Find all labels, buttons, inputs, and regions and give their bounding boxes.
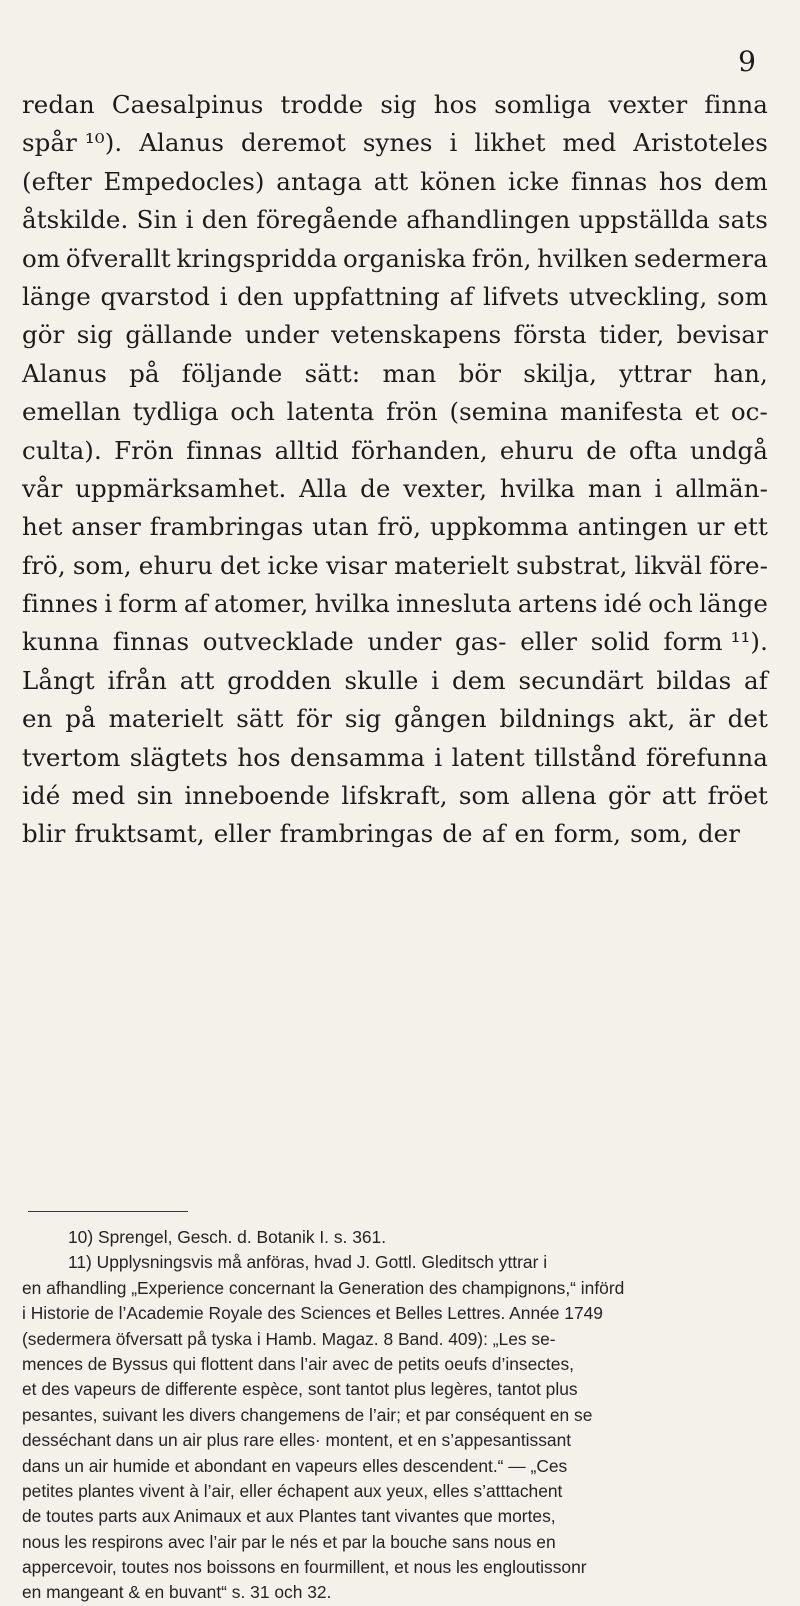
body-word: vår <box>22 473 63 503</box>
footnote-11-line: mences de Byssus qui flottent dans l’air avec de petits oeufs d’insectes, <box>22 1353 574 1374</box>
body-word: hos <box>237 742 281 772</box>
body-word: i <box>431 665 440 695</box>
body-word: likhet <box>474 128 546 158</box>
body-word: man <box>587 473 642 503</box>
footnote-11-line: et des vapeurs de differente espèce, sont tantot plus legères, tantot plus <box>22 1379 578 1400</box>
body-word: Sin <box>136 205 178 235</box>
body-word: Caesalpinus <box>111 90 264 119</box>
footnote-11-line: de toutes parts aux Animaux et aux Plantes tant vivantes que mortes, <box>22 1506 556 1527</box>
body-word: outvecklade <box>202 627 354 657</box>
body-word: solid <box>590 627 650 657</box>
body-line <box>22 623 768 661</box>
body-word: allena <box>520 781 597 811</box>
body-word: lifvets <box>483 281 560 311</box>
body-word: hos <box>433 90 478 119</box>
body-word: skulle <box>344 665 419 695</box>
body-word: fröet <box>707 781 768 811</box>
body-word: det <box>727 704 768 734</box>
body-word: fruktsamt, <box>74 819 205 849</box>
body-word: Alanus <box>22 358 107 388</box>
body-word: anser <box>71 512 141 542</box>
body-word: de <box>586 435 617 465</box>
footnote-11-line: petites plantes vivent à l’air, eller échapent aux yeux, elles s’atttachent <box>22 1480 563 1501</box>
body-line <box>22 470 768 508</box>
body-word: eller <box>520 627 578 657</box>
body-line <box>22 739 768 777</box>
footnote-11-line: (sedermera öfversatt på tyska i Hamb. Magaz. 8 Band. 409): „Les se- <box>22 1328 556 1349</box>
body-word: en <box>514 819 545 849</box>
body-word: finnes <box>22 589 99 619</box>
body-word: artens <box>517 589 598 619</box>
body-word: är <box>688 704 715 734</box>
body-word: följande <box>181 358 283 388</box>
page-number: 9 <box>738 45 756 78</box>
body-word: att <box>373 166 409 196</box>
body-word: Empedocles) <box>103 166 265 196</box>
body-line <box>22 777 768 815</box>
body-word: antaga <box>276 166 363 196</box>
body-word: tillstånd <box>533 742 637 772</box>
body-word: bevisar <box>676 320 768 350</box>
body-word: Alla <box>299 473 348 503</box>
body-word: materielt <box>394 550 509 580</box>
body-word: i <box>449 128 458 158</box>
body-word: som, <box>630 819 689 849</box>
body-word: hos <box>659 166 703 196</box>
body-word: länge <box>699 589 768 619</box>
body-word: man <box>382 358 437 388</box>
body-word: gas- <box>455 627 507 657</box>
body-word: grodden <box>227 665 332 695</box>
body-word: kunna <box>22 627 100 657</box>
body-word: uppmärksamhet. <box>75 473 287 503</box>
body-word: han, <box>713 358 768 388</box>
body-word: första <box>513 320 587 350</box>
body-line <box>22 700 768 738</box>
body-word: ofta <box>628 435 678 465</box>
body-word: ehuru <box>499 435 574 465</box>
body-word: de <box>360 473 391 503</box>
body-line <box>22 163 768 201</box>
body-word: Aristoteles <box>633 128 768 158</box>
body-word: och <box>648 589 693 619</box>
body-word: het <box>22 512 63 542</box>
body-word: latent <box>451 742 525 772</box>
body-word: på <box>65 704 96 734</box>
body-word: uppställda <box>578 205 710 235</box>
footnote-10: 10) Sprengel, Gesch. d. Botanik I. s. 361. <box>68 1227 387 1247</box>
body-word: yttrar <box>619 358 692 388</box>
body-word: innesluta <box>396 589 512 619</box>
body-word: sätt <box>236 704 284 734</box>
body-word: spår ¹⁰). <box>22 128 123 158</box>
body-word: gällande <box>125 320 233 350</box>
body-word: ifrån <box>107 665 167 695</box>
body-word: sin <box>136 781 174 811</box>
footnote-divider <box>28 1211 188 1212</box>
body-word: frambringas <box>279 819 434 849</box>
body-word: förhanden, <box>351 435 488 465</box>
body-word: sats <box>717 205 768 235</box>
body-word: finnas <box>571 166 648 196</box>
body-word: secundärt <box>518 665 644 695</box>
body-word: densamma <box>290 742 426 772</box>
body-word: finnas <box>186 435 263 465</box>
body-text <box>22 86 768 854</box>
body-word: i <box>185 205 194 235</box>
body-line <box>22 585 768 623</box>
body-word: dem <box>714 166 768 196</box>
footnote-11-line: en afhandling „Experience concernant la Generation des champignons,“ införd <box>22 1277 625 1298</box>
body-word: qvarstod <box>100 281 211 311</box>
footnote-11-line: nous les respirons avec l’air par le nés et par la bouche sans nous en <box>22 1531 556 1552</box>
body-word: materielt <box>108 704 224 734</box>
body-word: frön <box>386 397 438 427</box>
body-word: ett <box>733 512 768 542</box>
body-word: att <box>661 781 697 811</box>
body-word: uppfattning <box>293 281 440 311</box>
body-word: på <box>129 358 160 388</box>
body-word: atomer, <box>214 589 309 619</box>
body-word: en <box>22 704 53 734</box>
body-word: gör <box>608 781 651 811</box>
body-word: substrat, <box>516 550 628 580</box>
body-word: af <box>449 281 474 311</box>
body-word: frö, <box>377 512 422 542</box>
footnote-11-line: desséchant dans un air plus rare elles· montent, et en s’appesantissant <box>22 1430 572 1451</box>
body-word: alltid <box>274 435 339 465</box>
body-word: culta). <box>22 435 102 465</box>
body-word: öfverallt <box>65 243 171 273</box>
body-word: frambringas <box>149 512 304 542</box>
body-word: antingen <box>577 512 689 542</box>
body-word: form, <box>554 819 622 849</box>
body-word: den <box>201 205 248 235</box>
body-line <box>22 393 768 431</box>
body-word: finnas <box>112 627 190 657</box>
body-word: eller <box>213 819 271 849</box>
body-word: trodde <box>280 90 364 119</box>
body-word: tider, <box>598 320 665 350</box>
body-word: af <box>481 819 506 849</box>
body-word: form ¹¹). <box>663 627 768 657</box>
footnote-11-line: dans un air humide et abondant en vapeurs elles descendent.“ — „Ces <box>22 1455 568 1476</box>
body-word: de <box>442 819 473 849</box>
body-word: af <box>744 665 768 695</box>
body-word: et <box>694 397 720 427</box>
body-word: bildas <box>656 665 732 695</box>
body-word: latenta <box>286 397 375 427</box>
body-word: det <box>220 550 261 580</box>
body-word: länge <box>22 281 91 311</box>
body-word: föregående <box>256 205 398 235</box>
body-word: vetenskapens <box>331 320 502 350</box>
body-word: sig <box>76 320 114 350</box>
body-word: somliga <box>494 90 592 119</box>
body-word: om <box>22 243 61 273</box>
footnotes <box>22 1225 772 1606</box>
body-word: icke <box>267 550 319 580</box>
body-word: (efter <box>22 166 92 196</box>
body-line <box>22 508 768 546</box>
body-word: blir <box>22 819 66 849</box>
body-line <box>22 662 768 700</box>
body-word: visar <box>325 550 388 580</box>
footnote-11-line: pesantes, suivant les divers changemens de l’air; et par conséquent en se <box>22 1404 593 1425</box>
body-word: som <box>458 781 510 811</box>
body-word: den <box>237 281 284 311</box>
body-word: (semina <box>449 397 549 427</box>
body-word: sig <box>380 90 417 119</box>
body-word: i <box>434 742 443 772</box>
body-word: i <box>219 281 228 311</box>
body-word: lifskraft, <box>341 781 448 811</box>
body-word: Långt <box>22 665 95 695</box>
body-word: utveckling, <box>568 281 708 311</box>
body-word: redan <box>22 90 95 119</box>
body-word: utan <box>312 512 369 542</box>
footnote-11-line: appercevoir, toutes nos boissons en fourmillent, et nous les engloutissonr <box>22 1557 587 1578</box>
body-word: kringspridda <box>176 243 338 273</box>
body-word: vexter <box>608 90 688 119</box>
body-word: form <box>118 589 178 619</box>
body-word: frö, <box>22 550 66 580</box>
body-word: Frön <box>114 435 174 465</box>
body-word: bildnings <box>499 704 616 734</box>
body-word: som, <box>72 550 132 580</box>
body-word: dem <box>452 665 506 695</box>
footnote-11 <box>22 1250 772 1605</box>
body-word: förefunna <box>646 742 768 772</box>
body-word: hvilka <box>499 473 576 503</box>
body-word: skilja, <box>523 358 597 388</box>
body-line <box>22 355 768 393</box>
body-word: likväl <box>634 550 703 580</box>
body-word: uppkomma <box>429 512 569 542</box>
body-word: bör <box>458 358 502 388</box>
body-word: som <box>717 281 768 311</box>
body-word: könen <box>420 166 497 196</box>
body-word: idé <box>22 781 61 811</box>
body-line <box>22 201 768 239</box>
body-word: inneboende <box>184 781 331 811</box>
body-word: ehuru <box>138 550 213 580</box>
body-word: och <box>230 397 275 427</box>
body-line <box>22 124 768 162</box>
body-word: der <box>697 819 741 849</box>
footnote-11-line: 11) Upplysningsvis må anföras, hvad J. Gottl. Gleditsch yttrar i <box>68 1252 548 1273</box>
body-word: före- <box>709 550 768 580</box>
body-word: oc- <box>730 397 768 427</box>
body-word: hvilka <box>314 589 391 619</box>
body-word: gången <box>394 704 487 734</box>
body-word: tydliga <box>132 397 219 427</box>
body-word: med <box>562 128 617 158</box>
footnote-11-line: en mangeant & en buvant“ s. 31 och 32. <box>22 1582 332 1603</box>
body-word: deremot <box>240 128 346 158</box>
body-word: sätt: <box>304 358 361 388</box>
body-line <box>22 815 768 853</box>
body-word: idé <box>603 589 643 619</box>
body-line <box>22 432 768 470</box>
body-word: af <box>183 589 208 619</box>
body-word: allmän- <box>675 473 768 503</box>
body-word: slägtets <box>129 742 229 772</box>
body-line <box>22 278 768 316</box>
body-word: att <box>179 665 215 695</box>
body-word: organiska <box>342 243 467 273</box>
footnote-11-line: i Historie de l’Academie Royale des Sciences et Belles Lettres. Année 1749 <box>22 1303 603 1324</box>
body-word: i <box>104 589 113 619</box>
body-word: icke <box>508 166 560 196</box>
body-word: Alanus <box>139 128 225 158</box>
body-word: gör <box>22 320 65 350</box>
body-word: åtskilde. <box>22 205 129 235</box>
body-line <box>22 316 768 354</box>
body-line <box>22 240 768 278</box>
body-word: frön, <box>471 243 532 273</box>
body-word: manifesta <box>559 397 683 427</box>
body-word: emellan <box>22 397 121 427</box>
body-word: för <box>296 704 333 734</box>
body-word: afhandlingen <box>406 205 571 235</box>
body-word: ur <box>696 512 725 542</box>
body-word: tvertom <box>22 742 121 772</box>
body-word: under <box>244 320 319 350</box>
body-word: sedermera <box>634 243 768 273</box>
body-word: vexter, <box>403 473 488 503</box>
body-line <box>22 547 768 585</box>
body-word: under <box>367 627 442 657</box>
body-word: finna <box>704 90 768 119</box>
body-word: undgå <box>689 435 768 465</box>
body-line <box>22 86 768 124</box>
body-word: i <box>654 473 663 503</box>
body-word: sig <box>344 704 382 734</box>
body-word: med <box>71 781 126 811</box>
body-word: hvilken <box>537 243 629 273</box>
body-word: synes <box>362 128 433 158</box>
body-word: akt, <box>627 704 676 734</box>
